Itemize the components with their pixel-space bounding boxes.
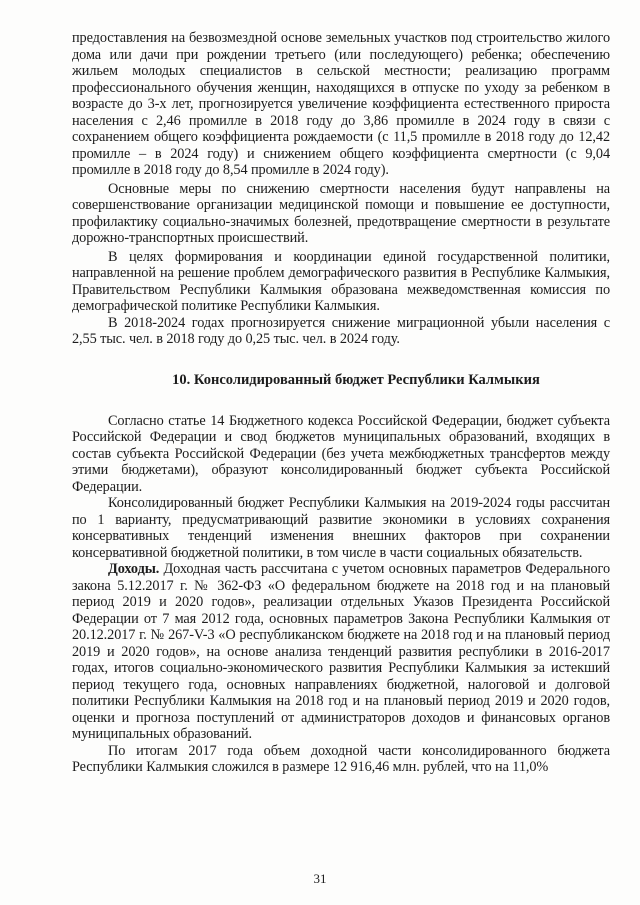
paragraph-budget-code: Согласно статье 14 Бюджетного кодекса Российской Федерации, бюджет субъекта Российской Федерации и свод бюджетов муниципальных образований, входящих в состав субъекта Российской Федерации (без учета межбюджетных трансфертов между этими бюджетами), образуют консолидированный бюджет субъекта Российской Федерации. [72,412,610,495]
paragraph-mortality-measures: Основные меры по снижению смертности населения будут направлены на совершенствование организации медицинской помощи и повышение ее доступности, профилактику социально-значимых болезней, предотвращение смертности в результате дорожно-транспортных происшествий. [72,180,610,246]
section-heading: 10. Консолидированный бюджет Республики Калмыкия [172,371,540,388]
paragraph-migration: В 2018-2024 годах прогнозируется снижение миграционной убыли населения с 2,55 тыс. чел. в 2018 году до 0,25 тыс. чел. в 2024 году. [72,314,610,347]
page-number: 31 [313,871,327,886]
paragraph-budget-variant: Консолидированный бюджет Республики Калмыкия на 2019-2024 годы рассчитан по 1 варианту, предусматривающий развитие экономики в условиях сохранения консервативных тенденций изменения внешних факторов при сохранении консервативной бюджетной политики, в том числе в части социальных обязательств. [72,495,610,561]
paragraph-income [72,561,610,743]
document-page [72,30,610,776]
paragraph-demographic-policy: В целях формирования и координации единой государственной политики, направленной на решение проблем демографического развития в Республике Калмыкия, Правительством Республики Калмыкия образована межведомственная комиссия по демографической политике Республики Калмыкия. [72,248,610,314]
paragraph-income-2017: По итогам 2017 года объем доходной части консолидированного бюджета Республики Калмыкия сложился в размере 12 916,46 млн. рублей, что на 11,0% [72,742,610,775]
paragraph-demography-measures: предоставления на безвозмездной основе земельных участков под строительство жилого дома или дачи при рождении третьего (или последующего) ребенка; обеспечению жильем молодых специалистов в сельской местности; реализацию программ профессионального обучения женщин, находящихся в отпуске по уходу за ребенком в возрасте до 3-х лет, прогнозируется увеличение коэффициента естественного прироста населения с 2,46 промилле в 2018 году до 3,86 промилле в 2024 году в связи с сохранением общего коэффициента рождаемости (с 11,5 промилле в 2018 году до 12,42 промилле – в 2024 году) и снижением общего коэффициента смертности (с 9,04 промилле в 2018 году до 8,54 промилле в 2024 году). [72,30,610,178]
income-text: Доходная часть рассчитана с учетом основных параметров Федерального закона 5.12.2017 г. № 362-ФЗ «О федеральном бюджете на 2018 год и на плановый период 2019 и 2020 годов», реализации отдельных Указов Президента Российской Федерации от 7 мая 2012 года, основных параметров Закона Республики Калмыкия от 20.12.2017 г. № 267-V-3 «О республиканском бюджете на 2018 год и на плановый период 2019 и 2020 годов», на основе анализа тенденций развития республики в 2016-2017 годах, итогов социально-экономического развития Республики Калмыкия за истекший период текущего года, основных направлениях бюджетной, налоговой и долговой политики Республики Калмыкия на 2018 год и на плановый период 2019 и 2020 годов, оценки и прогноза поступлений от администраторов доходов и финансовых органов муниципальных образований. [72,561,610,742]
income-lead: Доходы. [108,561,160,577]
